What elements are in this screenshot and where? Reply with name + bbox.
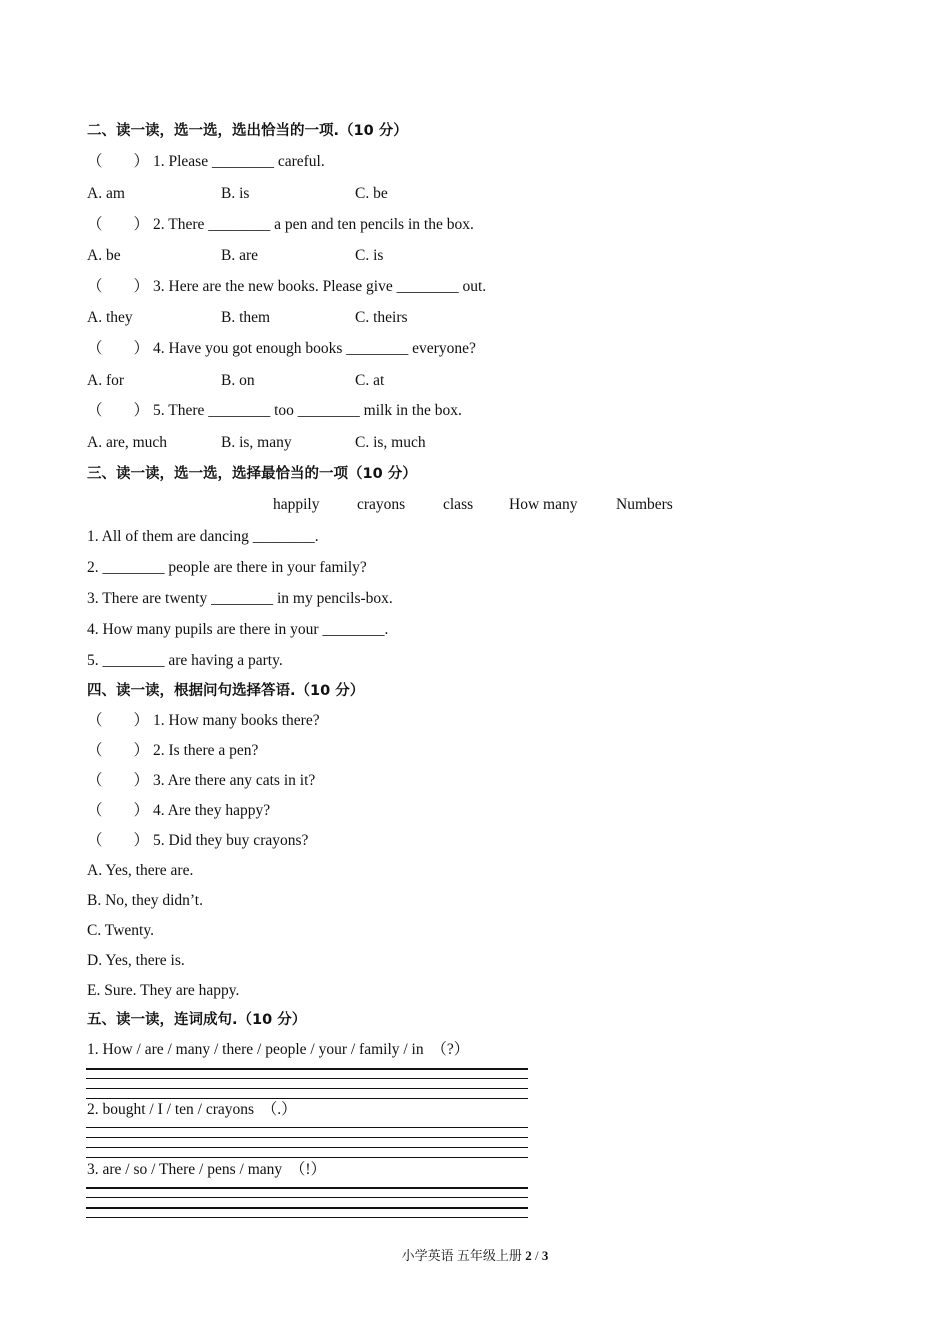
question-text: 1. Please ________ careful. <box>153 153 325 170</box>
question-row <box>87 152 325 172</box>
answer-paren[interactable]: （ ） <box>87 216 150 233</box>
question-text: 5. Did they buy crayons? <box>153 832 309 849</box>
question-row <box>87 339 476 359</box>
option-c: C. is <box>355 247 384 264</box>
question-text: 1. How many books there? <box>153 712 320 729</box>
option-c: C. at <box>355 372 385 389</box>
answer-paren[interactable]: （ ） <box>87 832 150 849</box>
fill-blank-item: 5. ________ are having a party. <box>87 652 283 669</box>
option-b: B. on <box>221 372 255 389</box>
option-a: A. are, much <box>87 434 168 451</box>
question-text: 3. Here are the new books. Please give ________ out. <box>153 278 487 295</box>
question-row <box>87 771 315 791</box>
writing-line[interactable] <box>86 1147 528 1148</box>
question-text: 3. Are there any cats in it? <box>153 772 316 789</box>
word-bank-item: class <box>443 496 474 513</box>
word-bank-item: happily <box>273 496 320 513</box>
writing-line[interactable] <box>86 1157 528 1158</box>
answer-choice: B. No, they didn’t. <box>87 892 203 909</box>
section-2-title: 二、读一读，选一选，选出恰当的一项.（10 分） <box>87 123 408 139</box>
writing-line[interactable] <box>86 1207 528 1209</box>
question-row <box>87 831 308 851</box>
question-row <box>87 711 320 731</box>
section-3-title: 三、读一读，选一选，选择最恰当的一项（10 分） <box>87 466 417 482</box>
option-b: B. are <box>221 247 259 264</box>
section-5-title: 五、读一读，连词成句.（10 分） <box>87 1012 307 1028</box>
question-text: 2. Is there a pen? <box>153 742 259 759</box>
option-a: A. be <box>87 247 121 264</box>
writing-line[interactable] <box>86 1078 528 1079</box>
writing-line[interactable] <box>86 1088 528 1089</box>
option-b: B. is, many <box>221 434 292 451</box>
question-text: 2. There ________ a pen and ten pencils in the box. <box>153 216 474 233</box>
option-a: A. they <box>87 309 133 326</box>
question-text: 4. Are they happy? <box>153 802 271 819</box>
section-4-title: 四、读一读，根据问句选择答语.（10 分） <box>87 683 365 699</box>
option-c: C. is, much <box>355 434 426 451</box>
word-bank-item: How many <box>509 496 578 513</box>
question-row <box>87 801 270 821</box>
answer-choice: C. Twenty. <box>87 922 154 939</box>
word-bank-item: Numbers <box>616 496 673 513</box>
fill-blank-item: 2. ________ people are there in your family? <box>87 559 367 576</box>
question-row <box>87 215 474 235</box>
writing-line[interactable] <box>86 1068 528 1070</box>
answer-choice: E. Sure. They are happy. <box>87 982 240 999</box>
question-row <box>87 741 258 761</box>
question-text: 5. There ________ too ________ milk in the box. <box>153 402 462 419</box>
page-footer <box>0 1247 950 1265</box>
footer-page-total: 3 <box>541 1248 549 1263</box>
answer-paren[interactable]: （ ） <box>87 340 150 357</box>
question-text: 4. Have you got enough books ________ everyone? <box>153 340 476 357</box>
option-a: A. for <box>87 372 125 389</box>
fill-blank-item: 4. How many pupils are there in your ________. <box>87 621 389 638</box>
word-bank-item: crayons <box>357 496 406 513</box>
answer-paren[interactable]: （ ） <box>87 712 150 729</box>
fill-blank-item: 1. All of them are dancing ________. <box>87 528 319 545</box>
answer-paren[interactable]: （ ） <box>87 742 150 759</box>
writing-line[interactable] <box>86 1098 528 1099</box>
footer-separator: / <box>531 1248 542 1263</box>
answer-paren[interactable]: （ ） <box>87 153 150 170</box>
writing-line[interactable] <box>86 1187 528 1189</box>
answer-paren[interactable]: （ ） <box>87 772 150 789</box>
word-order-item: 3. are / so / There / pens / many （!） <box>87 1161 327 1178</box>
answer-choice: A. Yes, there are. <box>87 862 194 879</box>
writing-line[interactable] <box>86 1217 528 1218</box>
option-b: B. is <box>221 185 250 202</box>
question-row <box>87 401 462 421</box>
option-c: C. theirs <box>355 309 408 326</box>
fill-blank-item: 3. There are twenty ________ in my pencils-box. <box>87 590 393 607</box>
answer-choice: D. Yes, there is. <box>87 952 185 969</box>
answer-paren[interactable]: （ ） <box>87 802 150 819</box>
writing-line[interactable] <box>86 1197 528 1198</box>
writing-line[interactable] <box>86 1127 528 1128</box>
footer-subject: 小学英语 五年级上册 <box>401 1248 526 1263</box>
answer-paren[interactable]: （ ） <box>87 402 150 419</box>
option-a: A. am <box>87 185 125 202</box>
word-order-item: 1. How / are / many / there / people / your / family / in （?） <box>87 1041 470 1058</box>
word-order-item: 2. bought / I / ten / crayons （.） <box>87 1101 297 1118</box>
writing-line[interactable] <box>86 1137 528 1138</box>
footer-page-number: 2 <box>525 1248 532 1263</box>
answer-paren[interactable]: （ ） <box>87 278 150 295</box>
question-row <box>87 277 486 297</box>
option-c: C. be <box>355 185 388 202</box>
option-b: B. them <box>221 309 271 326</box>
